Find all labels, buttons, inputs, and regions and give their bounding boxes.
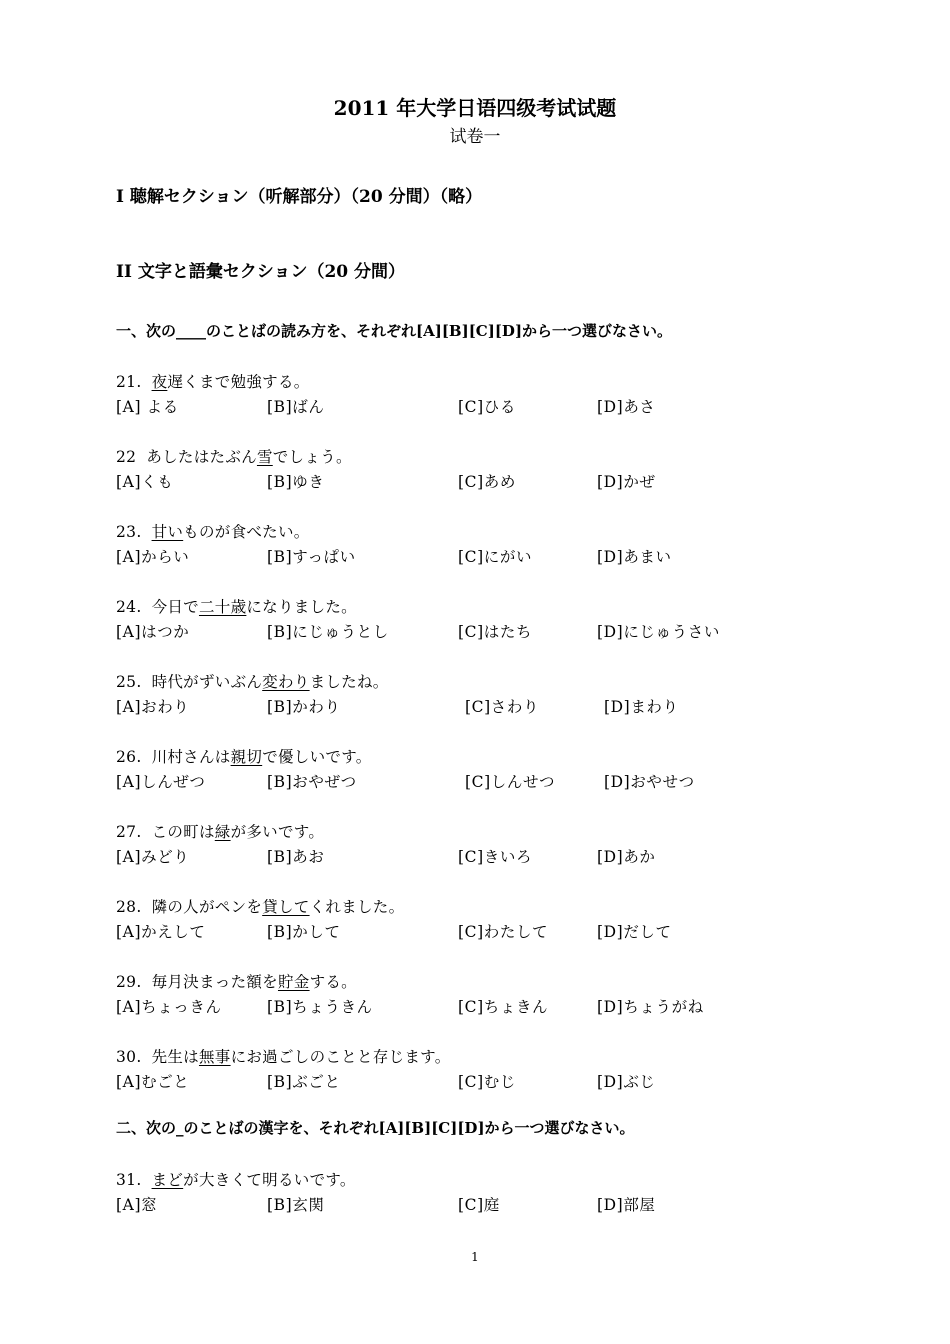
answer-option-b: [B]ばん	[267, 398, 325, 416]
answer-option-d: [D]かぜ	[597, 473, 656, 491]
answer-option-b: [B]おやぜつ	[267, 773, 357, 791]
answer-option-b: [B]にじゅうとし	[267, 623, 389, 641]
answer-option-d: [D]あまい	[597, 548, 672, 566]
page-number: 1	[471, 1250, 479, 1264]
answer-option-b: [B]すっぱい	[267, 548, 356, 566]
question-underlined-word: 緑	[214, 823, 231, 841]
question-text	[116, 595, 357, 617]
question-number: 22	[116, 448, 137, 466]
question-post: ましたね。	[309, 673, 389, 691]
answer-option-c: [C]しんせつ	[465, 773, 556, 791]
answer-option-d: [D]あさ	[597, 398, 656, 416]
question-text	[116, 820, 324, 842]
answer-option-a: [A]窓	[116, 1196, 158, 1214]
answer-option-c: [C]庭	[458, 1196, 500, 1214]
question-pre: あしたはたぶん	[146, 448, 257, 466]
answer-option-d: [D]にじゅうさい	[597, 623, 720, 641]
answer-option-d: [D]ぶじ	[597, 1073, 656, 1091]
question-text	[116, 970, 357, 992]
answer-option-a: [A]くも	[116, 473, 174, 491]
question-post: する。	[309, 973, 357, 991]
answer-option-c: [C]ひる	[458, 398, 516, 416]
question-post: でしょう。	[272, 448, 352, 466]
question-post: くれました。	[309, 898, 405, 916]
instruction-part2: 二、次の_のことばの漢字を、それぞれ[A][B][C][D]から一つ選びなさい。	[116, 1119, 635, 1137]
question-post: にお過ごしのことと存じます。	[230, 1048, 451, 1066]
answer-option-c: [C]はたち	[458, 623, 533, 641]
question-pre: この町は	[151, 823, 215, 841]
question-post: 遅くまで勉強する。	[167, 373, 310, 391]
question-text	[116, 745, 372, 767]
question-number: 25.	[116, 673, 142, 691]
answer-option-b: [B]ゆき	[267, 473, 325, 491]
question-number: 29.	[116, 973, 142, 991]
question-number: 24.	[116, 598, 142, 616]
answer-option-a: [A]みどり	[116, 848, 190, 866]
question-post: になりました。	[246, 598, 357, 616]
answer-option-c: [C]わたして	[458, 923, 549, 941]
answer-option-b: [B]ぶごと	[267, 1073, 341, 1091]
answer-option-c: [C]あめ	[458, 473, 516, 491]
question-underlined-word: 貯金	[277, 973, 310, 991]
question-underlined-word: 二十歳	[198, 598, 247, 616]
answer-option-d: [D]おやせつ	[604, 773, 695, 791]
question-pre: 毎月決まった額を	[151, 973, 278, 991]
question-text	[116, 370, 310, 392]
question-underlined-word: 雪	[256, 448, 273, 466]
answer-option-a: [A]はつか	[116, 623, 190, 641]
answer-option-d: [D]あか	[597, 848, 656, 866]
answer-option-d: [D]ちょうがね	[597, 998, 704, 1016]
question-number: 28.	[116, 898, 142, 916]
question-pre: 時代がずいぶん	[151, 673, 263, 691]
question-post: で優しいです。	[262, 748, 372, 766]
answer-option-c: [C]きいろ	[458, 848, 533, 866]
question-pre: 川村さんは	[151, 748, 231, 766]
answer-option-b: [B]かわり	[267, 698, 341, 716]
answer-option-a: [A]からい	[116, 548, 190, 566]
section-heading-listening: I 聴解セクション（听解部分）（20 分間）（略）	[116, 187, 483, 207]
answer-option-b: [B]玄関	[267, 1196, 325, 1214]
question-text	[116, 1045, 451, 1067]
answer-option-c: [C]さわり	[465, 698, 540, 716]
answer-option-a: [A] よる	[116, 398, 179, 416]
answer-option-d: [D]だして	[597, 923, 672, 941]
answer-option-c: [C]むじ	[458, 1073, 516, 1091]
question-text	[116, 670, 389, 692]
question-number: 26.	[116, 748, 142, 766]
question-underlined-word: 変わり	[262, 673, 310, 691]
question-text	[116, 520, 310, 542]
question-text	[116, 895, 404, 917]
question-pre: 隣の人がペンを	[151, 898, 263, 916]
question-underlined-word: 親切	[230, 748, 263, 766]
question-number: 21.	[116, 373, 142, 391]
question-post: ものが食べたい。	[183, 523, 310, 541]
answer-option-c: [C]ちょきん	[458, 998, 549, 1016]
question-post: が大きくて明るいです。	[183, 1171, 356, 1189]
question-pre: 今日で	[151, 598, 199, 616]
question-underlined-word: 貸して	[262, 898, 310, 916]
answer-option-a: [A]ちょっきん	[116, 998, 222, 1016]
question-number: 30.	[116, 1048, 142, 1066]
question-pre: 先生は	[151, 1048, 199, 1066]
answer-option-d: [D]部屋	[597, 1196, 656, 1214]
document-title: 2011 年大学日语四级考试试题	[333, 96, 617, 120]
question-number: 23.	[116, 523, 142, 541]
instruction-part1: 一、次の____のことばの読み方を、それぞれ[A][B][C][D]から一つ選びなさい。	[116, 322, 673, 340]
question-number: 27.	[116, 823, 142, 841]
question-underlined-word: 夜	[151, 373, 168, 391]
section-heading-vocab: II 文字と語彙セクション（20 分間）	[116, 262, 406, 282]
question-text	[116, 1168, 356, 1190]
question-underlined-word: 無事	[198, 1048, 231, 1066]
answer-option-b: [B]ちょうきん	[267, 998, 373, 1016]
answer-option-a: [A]おわり	[116, 698, 190, 716]
answer-option-d: [D]まわり	[604, 698, 679, 716]
answer-option-a: [A]むごと	[116, 1073, 190, 1091]
question-text	[116, 445, 352, 467]
answer-option-b: [B]かして	[267, 923, 341, 941]
question-number: 31.	[116, 1171, 142, 1189]
answer-option-b: [B]あお	[267, 848, 325, 866]
question-post: が多いです。	[230, 823, 325, 841]
document-subtitle: 试卷一	[449, 127, 501, 147]
question-underlined-word: 甘い	[151, 523, 184, 541]
question-underlined-word: まど	[151, 1171, 184, 1189]
answer-option-a: [A]かえして	[116, 923, 206, 941]
answer-option-c: [C]にがい	[458, 548, 533, 566]
answer-option-a: [A]しんぜつ	[116, 773, 206, 791]
